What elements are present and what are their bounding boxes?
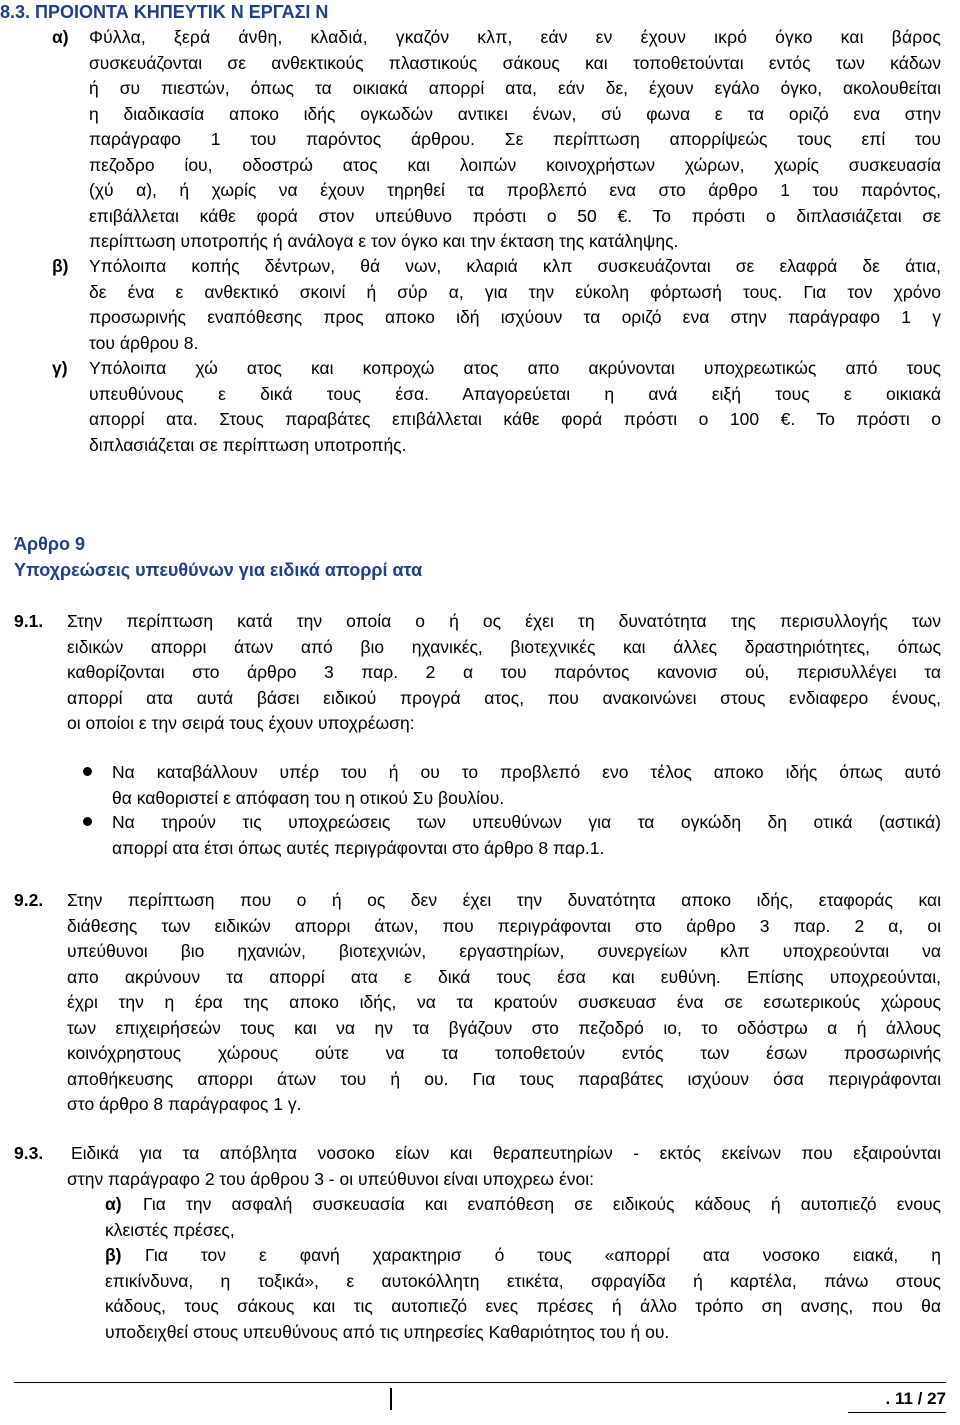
footer-rule: [14, 1382, 946, 1383]
bullet-icon: [83, 817, 92, 826]
text-line: (χύ α), ή χωρίς να έχουν τηρηθεί τα προβλεπό ενα στο άρθρο 1 του παρόντος,: [89, 180, 941, 200]
text-line: προσωρινής εναπόθεσης προς αποκο ιδή ισχύουν τα οριζό ενα στην παράγραφο 1 γ: [89, 307, 941, 327]
text-line: κλειστές πρέσες,: [105, 1219, 235, 1240]
text-line: υπεύθυνοι βιο ηχανιών, βιοτεχνιών, εργαστηρίων, συνεργείων κλπ υποχρεούνται να: [67, 941, 941, 961]
text-line: υποδειχθεί στους υπευθύνους από τις υπηρεσίες Καθαριότητος του ή ου.: [105, 1321, 670, 1342]
text-line: Για τον ε φανή χαρακτηρισ ό τους «απορρί ατα νοσοκο ειακά, η: [145, 1245, 941, 1265]
item-a-continuation: [89, 51, 941, 255]
item-b-label: β): [52, 256, 69, 276]
text-line: απο ακρύνουν τα απορρί ατα ε δικά τους έσα και ευθύνη. Επίσης υποχρεούνται,: [67, 966, 941, 987]
text-line: καθορίζονται στο άρθρο 3 παρ. 2 α του παρόντος κανονισ ού, περισυλλέγει τα: [67, 662, 941, 682]
text-line: δε ένα ε ανθεκτικό σκοινί ή σύρ α, για την εύκολη φόρτωσή τους. Για τον χρόνο: [89, 281, 941, 302]
text-line: επιβάλλεται κάθε φορά στον υπεύθυνο πρόστι ο 50 €. Το πρόστι ο διπλασιάζεται σε: [89, 205, 941, 226]
text-line: παράγραφο 1 του παρόντος άρθρου. Σε περίπτωση απορρίψεώς τους επί του: [89, 129, 941, 149]
text-line: συσκευάζονται σε ανθεκτικούς πλαστικούς σάκους και τοποθετούνται εντός των κάδων: [89, 52, 941, 73]
paragraph-number: 9.1.: [14, 611, 44, 631]
text-line: Να καταβάλλουν υπέρ του ή ου το προβλεπό ενο τέλος αποκο ιδής όπως αυτό: [112, 762, 941, 782]
text-line: πεζοδρο ίου, οδοστρώ ατος και λοιπών κοινοχρήστων χώρων, χωρίς συσκευασία: [89, 154, 941, 175]
article-subtitle: Υποχρεώσεις υπευθύνων για ειδικά απορρί ατα: [14, 560, 423, 580]
text-line: Υπόλοιπα χώ ατος και κοπροχώ ατος απο ακρύνονται υποχρεωτικώς από τους: [89, 358, 941, 378]
item-a-label: α): [105, 1194, 122, 1214]
text-line: κοινόχρηστους χώρους ούτε να τα τοποθετούν εντός των έσων προσωρινής: [67, 1043, 941, 1063]
item-b-text: [89, 254, 941, 356]
section-heading: 8.3. ΠΡΟΙΟΝΤΑ ΚΗΠΕΥΤΙΚ Ν ΕΡΓΑΣΙ Ν: [0, 2, 329, 22]
text-line: Να τηρούν τις υποχρεώσεις των υπευθύνων για τα ογκώδη δη οτικά (αστικά): [112, 812, 941, 832]
text-line: ή συ πιεστών, όπως τα οικιακά απορρί ατα, εάν δε, έχουν εγάλο όγκο, ακολουθείται: [89, 78, 941, 98]
bullet-icon: [83, 767, 92, 776]
list-item: [112, 810, 941, 861]
text-line: Ειδικά για τα απόβλητα νοσοκο είων και θεραπευτηρίων - εκτός εκείνων που εξαιρούνται: [71, 1143, 941, 1163]
text-line: ειδικών απορρι άτων από βιο ηχανικές, βιοτεχνικές και άλλες δραστηριότητες, όπως: [67, 636, 941, 657]
page-number: . 11 / 27: [885, 1389, 946, 1408]
paragraph-9-2: [67, 888, 941, 1118]
text-line: διπλασιάζεται σε περίπτωση υποτροπής.: [89, 434, 407, 455]
text-line: επικίνδυνα, η τοξικά», ε αυτοκόλλητη ετικέτα, σφραγίδα ή καρτέλα, πάνω στους: [105, 1270, 941, 1291]
text-line: έχρι την η έρα της αποκο ιδής, να τα κρατούν συσκευασ ένα σε εσωτερικούς χώρους: [67, 992, 941, 1012]
text-line: απορρί ατα. Στους παραβάτες επιβάλλεται κάθε φορά πρόστι ο 100 €. Το πρόστι ο: [89, 409, 941, 429]
item-c-label: γ): [52, 358, 68, 378]
text-line: Φύλλα, ξερά άνθη, κλαδιά, γκαζόν κλπ, εάν εν έχουν ικρό όγκο και βάρος: [89, 27, 941, 47]
text-line: θα καθοριστεί ε απόφαση του η οτικού Συ βουλίου.: [112, 787, 505, 808]
footer-underline: [848, 1412, 946, 1413]
text-line: η διαδικασία αποκο ιδής ογκωδών αντικει ένων, σύ φωνα ε τα οριζό ενα στην: [89, 103, 941, 124]
item-a-label: α): [52, 27, 69, 47]
item-b-label: β): [105, 1245, 122, 1265]
text-line: του άρθρου 8.: [89, 332, 199, 353]
text-line: απορρί ατα έτσι όπως αυτές περιγράφονται στο άρθρο 8 παρ.1.: [112, 837, 605, 858]
item-c-text: [89, 356, 941, 458]
text-line: Στην περίπτωση κατά την οποία ο ή ος έχει τη δυνατότητα της περισυλλογής των: [67, 611, 941, 631]
text-line: κάδους, τους σάκους και τις αυτοπιεζό ενες πρέσες ή άλλο τρόπο ση ανσης, που θα: [105, 1296, 941, 1316]
item-a-text: [105, 1192, 941, 1243]
text-line: διάθεσης των ειδικών απορρι άτων, που περιγράφονται στο άρθρο 3 παρ. 2 α, οι: [67, 915, 941, 936]
item-b-text: [105, 1243, 941, 1345]
text-line: στην παράγραφο 2 του άρθρου 3 - οι υπεύθυνοι είναι υποχρεω ένοι:: [67, 1168, 594, 1189]
list-item: [112, 760, 941, 811]
text-line: οι οποίοι ε την σειρά τους έχουν υποχρέωση:: [67, 713, 415, 733]
text-line: Υπόλοιπα κοπής δέντρων, θά νων, κλαριά κλπ συσκευάζονται σε ελαφρά δε άτια,: [89, 256, 941, 276]
text-line: περίπτωση υποτροπής ή ανάλογα ε τον όγκο και την έκταση της κατάληψης.: [89, 231, 679, 251]
paragraph-9-1: [67, 609, 941, 737]
text-line: υπευθύνους ε δικά τους έσα. Απαγορεύεται η ανά ειξή τους ε οικιακά: [89, 383, 941, 404]
paragraph-9-3: [67, 1141, 941, 1192]
text-line: αποθήκευσης απορρι άτων του ή ου. Για τους παραβάτες ισχύουν όσα περιγράφονται: [67, 1068, 941, 1089]
text-line: στο άρθρο 8 παράγραφος 1 γ.: [67, 1094, 302, 1114]
paragraph-number: 9.3.: [14, 1143, 44, 1163]
footer-divider: [390, 1388, 392, 1410]
text-line: απορρί ατα αυτά βάσει ειδικού προγρά ατος, που ανακοινώνει στους ενδιαφερο ένους,: [67, 687, 941, 708]
item-a-text: [89, 25, 941, 51]
article-title: Άρθρο 9: [14, 534, 86, 554]
text-line: των επιχειρήσεών τους και να ην τα βγάζουν στο πεζοδρό ιο, το οδόστρω α ή άλλους: [67, 1017, 941, 1038]
text-line: Για την ασφαλή συσκευασία και εναπόθεση σε ειδικούς κάδους ή αυτοπιεζό ενους: [143, 1194, 941, 1214]
paragraph-number: 9.2.: [14, 890, 44, 910]
text-line: Στην περίπτωση που ο ή ος δεν έχει την δυνατότητα αποκο ιδής, εταφοράς και: [67, 890, 941, 910]
